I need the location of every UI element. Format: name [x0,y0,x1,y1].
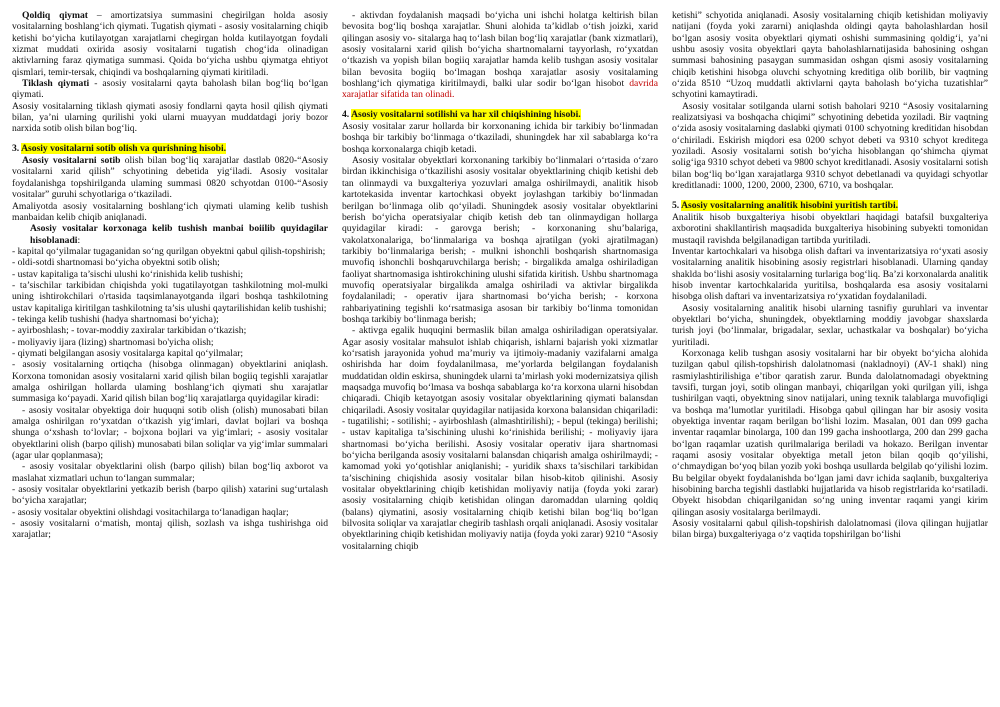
paragraph [12,223,328,246]
paragraph: Asosiy vositalar zarur hollarda bir korxonaning ichida bir tarkibiy bo‘linmadan boshqa bir tarkibiy bo‘linmaga o‘tkaziladi, shuningdek har xil sabablarga ko‘ra boshqa korxonalarga chiqib ketadi. [342,121,658,155]
section-number: 5. [672,199,682,211]
text: - asosiy vositalarni qayta baholash bilan bog‘liq bo‘lgan qiymati. [12,78,328,101]
column-right [672,10,988,700]
section-title: Asosiy vositalarning analitik hisobini yuritish tartibi. [681,199,899,211]
text: Asosiy vositalar korxonaga kelib tushish manbai boiilib quyidagilar hisoblanadi [30,223,328,246]
text: - aktivdan foydalanish maqsadi bo‘yicha uni ishchi holatga keltirish bilan bevosita bog‘liq boshqa xarajatlar. Shuni alohida ta’kidlab o‘tish joizki, xarid qilingan asosiy vo- sitalarga haq to‘lash bilan bog‘liq xarajatlar (bank xizmatlari), asosiy vositalarni xarid qilish bo‘yicha shartnomalarni tayyorlash, ro‘yxatdan o‘tkazish va yopish bilan bogiiq xarajatlar hamda kelib tushgan asosiy vositalar bilan bevosita bogiiq bo‘lmagan boshqa xarajatlar asosiy vositalaming boshlang‘ich qiymatiga kiritilmaydi, balki ular sodir bo‘lgan hisobot [342,10,658,90]
list-item: - ta’sischilar tarkibidan chiqishda yoki tugatilayotgan tashkilotning mol-mulki uning ishtirokchilari o'rtasida taqsimlanayotganda ilgari boshqa tashkilotning ustav kapitaliga kiritilgan tashkilotning ta’sis ulushi qaytarilishidan kelib tushishi; [12,279,328,314]
paragraph: Korxonaga kelib tushgan asosiy vositalarni har bir obyekt bo‘yicha alohida tuzilgan qabul qilish-topshirish dalolatnomasi (nakladnoyi) (AV-1 shakl) ning rasmiylashtirilishiga e’tibor qaratish zarur. Bunda dalolatnomadagi obyektning tavsifi, turgan joyi, sotib olingan manbayi, chiqarilgan yoki qurilgan yili, ishga tushirilgan vaqti, obyektning sinov natijalari, uning texnik talablarga muvofiqligi va boshqa ma’lumotlar yuritiladi. Hisobga qabul qilingan har bir asosiy vosita obyektiga inventar raqam berilgan bo‘lishi lozim. Masalan, 001 dan 099 gacha inventar raqamlar binolarga, 100 dan 199 gacha inshootlarga, 200 dan 299 gacha bo‘lgan raqamlar uzatish qurilmalariga beriladi va hokazo. Berilgan inventar raqami asosiy vositalar obyektiga metall jeton bilan qoqib qo‘yilishi, o‘chmaydigan bo‘yoq bilan yozib yoki boshqa usullarda belgilab qo‘yilishi lozim. Bu belgilar obyekt foydalanishda bo‘lgan jami davr ichida saqlanib, buxgalteriya hisobining barcha tegishli dastlabki hujjatlarida va hisob registrlarida ko‘rsatiladi. Obyekt hisobdan chiqarilganidan so‘ng uning inventar raqami yangi kirim qilingan asosiy vositalarga berilmaydi. [672,347,988,518]
list-item: - ustav kapitaliga ta’sischi ulushi ko‘rinishida kelib tushishi; [12,268,244,280]
paragraph: Asosiy vositalarni qabul qilish-topshirish dalolatnomasi (ilova qilingan hujjatlar bilan birga) buxgalteriyaga o‘z vaqtida topshirilgan bo‘lishi [672,518,988,541]
paragraph: - asosiy vositalar obyektlarini olish (barpo qilish) bilan bog‘liq axborot va maslahat xizmatlari uchun to‘langan summalar; [12,461,328,484]
term: Tiklash qiymati [22,78,90,90]
column-left [12,10,328,700]
list-item: - moliyaviy ijara (lizing) shartnomasi bo'yicha olish; [12,336,214,348]
paragraph: - aktivga egalik huquqini bermaslik bilan amalga oshiriladigan operatsiyalar. Agar asosiy vositalar mahsulot ishlab chiqarish, ishlarni bajarish yoki xizmatlar ko‘rsatish jarayonida yohud ma’muriy va ijtimoiy-madaniy vazifalarni amalga oshirishda har doim foydalanilmasa, me’yorlarda belgilangan foydalanish muddatidan oldin eskirsa, shuningdek ularni ta’mirlash yoki modernizatsiya qilish maqsadga muvofiq bo‘lmasa va boshqa sabablarga ko‘ra korxona ularni hisobdan chiqaradi. Chiqib ketayotgan asosiy vositalar obyektlarining qiymati balansdan chiqariladi. Asosiy vositalar quyidagilar natijasida korxona balansidan chiqariladi: - tugatilishi; - sotilishi; - ayirboshlash (almashtirilishi); - bepul (tekinga) berilishi; - ustav kapitaliga ta’sischining ulushi ko‘rinishida berilishi; - moliyaviy ijara shartnomasi bo‘yicha berilishi. Asosiy vositalar operativ ijara shartnomasi bo‘yicha berilganda asosiy vositalarni balansdan chiqarish amalga oshirilmaydi; - kamomad yoki yo‘qotishlar aniqlanishi; - yuridik shaxs ta’sischilari tarkibidan ta’sischining chiqishida asosiy vositalar bilan hisob-kitob qilinishi. Asosiy vositalar obyektlarining chiqib ketishidan moliyaviy natija (foyda yoki zarar) asosiy vositalarning chiqib ketishidan olingan daromaddan ularning qoldiq (balans) qiymatini, asosiy vositalarning chiqib ketishi bilan bog‘liq bo‘lgan bilvosita soliqlar va xarajatlar chegirib tashlash orqali aniqlanadi. Asosiy vositalar obyektlarining chiqib ketishidan moliyaviy natija (foyda yoki zarar) 9210 “Asosiy vositalarning chiqib [342,325,658,552]
text: olish bilan bog‘liq xarajatlar dastlab 0820-“Asosiy vositalarni xarid qilish” schyotining debetida yig‘iladi. Asosiy vositalar foydalanishga topshirilganda ulaming summasi 0820 schyotdan 0100-“Asosiy vositalar” guruhi schyotlariga o‘tkaziladi. [12,155,328,201]
highlighted-text: davrida xarajatlar sifatida tan olinadi. [342,78,658,101]
paragraph [342,10,658,101]
list-item: - qiymati belgilangan asosiy vositalarga kapital qo‘yilmalar; [12,347,244,359]
list-item: - ayirboshlash; - tovar-moddiy zaxiralar tarkibidan o‘tkazish; [12,325,247,337]
column-middle [342,10,658,700]
document-page [12,10,988,700]
paragraph: Asosiy vositalar obyektlari korxonaning tarkibiy bo‘linmalari o‘rtasida o‘zaro birdan ikkinchisiga o‘tkazilishi asosiy vositalar obyektlarining chiqib ketishi deb tan olinmaydi va buxgalteriya yozuvlari amalga oshirilmaydi, analitik hisob kartotekasida inventar kartochkasi obyekt joylashgan tarkibiy bo‘linmadan berilgan bo‘linmaga olib qo‘yiladi. Shuningdek asosiy vositalar obyektlarini berish bo‘yicha operatsiyalar chiqib ketish deb tan olinmaydigan hollarga quyidagilar kiradi: - garovga berish; - korxonaning shu’balariga, vakolatxonalariga, bo‘linmalariga va boshqa ajratilgan (yoki ajratilmagan) tarkibiy bo‘linmalariga berish; - mulkni ishonchli boshqarish shartnomasiga muvofiq ishonchli boshqaruvchilarga berish; - birgalikda amalga oshiriladigan faoliyat shartnomasiga ishtirokchining ulushi sifatida kiritish. Ushbu shartnomaga muvofiq operatsiyalar birgalikda amalga oshiriladi va aktivlar birgalikda foydalaniladi; - operativ ijara shartnomasi bo‘yicha berish; - korxona rahbariyatining tegishli ko‘rsatmasiga asosan bir tarkibiy bo‘linma tomonidan boshqa tarkibiy bo‘linmaga berish; [342,155,658,325]
list-item: - tekinga kelib tushishi (hadya shartnomasi bo‘yicha); [12,313,219,325]
section-title: Asosiy vositalarni sotib olish va qurishning hisobi. [21,142,227,154]
paragraph: - asosiy vositalarni o‘matish, montaj qilish, sozlash va ishga tushirishga oid xarajatlar; [12,518,328,541]
paragraph [12,78,328,101]
paragraph: - asosiy vositalarning ortiqcha (hisobga olinmagan) obyektlarini aniqlash. Korxona tomonidan asosiy vositalarni xarid qilish bilan bogiiq tegishli xarajatlar amalga oshirilgan hollarda ulaming boshlang‘ich qiymati shu xarajatlar summasiga ko‘payadi. Xarid qilish bilan bog‘liq xarajatlarga quyidagilar kiradi: [12,359,328,405]
paragraph: ketishi” schyotida aniqlanadi. Asosiy vositalarning chiqib ketishidan moliyaviy natijani (foyda yoki zararni) aniqlashda oldingi qayta baholashlardan hosil bo‘lgan asosiy vosita obyektlari qiymati oshishi summasining qoldig‘i, ya’ni ushbu asosiy vosita obyektlari qayta baholashlarnatijasida bahosining oshgan summasi bahosining pasaygan summasidan oshgan qismi asosiy vositalarning chiqib ketishini hisobga oluvchi schyotning kreditiga olib borilib, bir vaqtning o‘zida 8510 “Uzoq muddatli aktivlarni qayta baholash bo‘yicha tuzatishlar” schyotini kamaytiradi. [672,10,988,101]
section-heading-3 [12,143,328,154]
text: – amortizatsiya summasini chegirilgan holda asosiy vositalarning boshlang‘ich qiymati. Tugatish qiymati - asosiy vositalarning chiqib ketishi bo‘yicha kutilayotgan xarajatlarni chegirgan holda kutilayotgan foydali xizmat muddati oxirida asosiy vositalarni tugatish chog‘ida olinadigan aktivlarning faraz qiymatiga summasi. Qoida bo‘yicha ushbu qiymatga ehtiyot qismlari, temir-tersak, chiqindi va boshqalarning qiymati kiritiladi. [12,10,328,78]
paragraph: - asosiy vositalar obyektiga doir huquqni sotib olish (olish) munosabati bilan amalga oshirilgan ro‘yxatdan o‘tkazish yig‘imlari, davlat bojlari va boshqa shunga o‘xshash to‘lovlar; - bojxona bojlari va yig‘imlari; - asosiy vositalar obyektlarini olish (barpo qilish) munosabati bilan soliqlar va yig‘imlar summalari (agar ular qoplanmasa); [12,404,328,462]
paragraph: Asosiy vositalarning tiklash qiymati asosiy fondlarni qayta hosil qilish qiymati bilan, ya’ni ularning qurilishi yoki ularni muayyan muddatdagi joriy bozor narxida sotib olish bilan bog‘liq. [12,100,328,135]
paragraph [12,10,328,78]
section-number: 4. [342,108,352,120]
paragraph: - asosiy vositalar obyektini olishdagi vositachilarga to‘lanadigan haqlar; [12,506,289,518]
paragraph: Asosiy vositalarning analitik hisobi ularning tasnifiy guruhlari va inventar obyektlari bo‘yicha, shuningdek, obyektlarning moddiy javobgar shaxslarda turish joyi (bo‘linmalar, brigadalar, sexlar, uchastkalar va boshqalar) bo‘yicha yuritiladi. [672,302,988,348]
section-heading-4 [342,109,658,120]
paragraph: - asosiy vositalar obyektlarini yetkazib berish (barpo qilish) xatarini sug‘urtalash bo‘yicha xarajatlar; [12,484,328,507]
paragraph: Amaliyotda asosiy vositalarning boshlang‘ich qiymati ulaming kelib tushish manbaidan kelib chiqib aniqlanadi. [12,200,328,223]
text: : [77,234,81,246]
paragraph: Asosiy vositalar sotilganda ularni sotish baholari 9210 “Asosiy vositalarning realizatsiyasi va boshqacha chiqimi” schyotining debetida yoziladi. Bir vaqtning o‘zida asosiy vositalarning daslabki qiymati 0100 schyotning kreditidan hisobdan o‘chiriladi. Eskirish miqdori esa 0200 schyot debeti va 9310 schyot kreditega yoziladi. Asosiy vositalarni sotish bo‘yicha hisoblangan qo‘shimcha qiymat solig‘iga 9310 schyot debeti va 9800 schyot kreditlanadi. Asosiy vositalarni sotish bilan bog‘liq bo‘lgan xarajatlarga 9310 schyot debetlanadi va quyidagi schyotlar kreditlanadi: 1000, 1200, 2000, 2300, 6710, va boshqalar. [672,100,988,192]
term: Qoldiq qiymat [22,10,88,21]
term: Asosiy vositalarni sotib [22,155,121,167]
section-title: Asosiy vositalarni sotilishi va har xil chiqishining hisobi. [351,108,581,120]
section-number: 3. [12,142,22,154]
paragraph: Analitik hisob buxgalteriya hisobi obyektlari haqidagi batafsil buxgalteriya axborotini shakllantirish maqsadida buxgalteriya hisobining subyekti tomonidan mustaqil ravishda belgilanadigan tartibda yuritiladi. [672,211,988,246]
section-heading-5 [672,200,988,211]
list-item: - kapital qo‘yilmalar tugaganidan so‘ng qurilgan obyektni qabul qilish-topshirish; [12,245,326,257]
paragraph: Inventar kartochkalari va hisobga olish daftari va inventarizatsiya ro‘yxati asosiy vositalarning analitik hisobining asosiy registrlari hisoblanadi. Ularning qanday shaklda bo‘lishi asosiy vositalarning turlariga bog‘liq. Ba’zi korxonalarda analitik hisob inventar kartochkalarida yuritilsa, boshqalarda esa asosiy vositalarni hisobga olish daftari va inventarizatsiya ro‘yxatidan foydalaniladi. [672,245,988,303]
list-item: - oldi-sotdi shartnomasi bo‘yicha obyektni sotib olish; [12,257,220,269]
paragraph [12,155,328,200]
